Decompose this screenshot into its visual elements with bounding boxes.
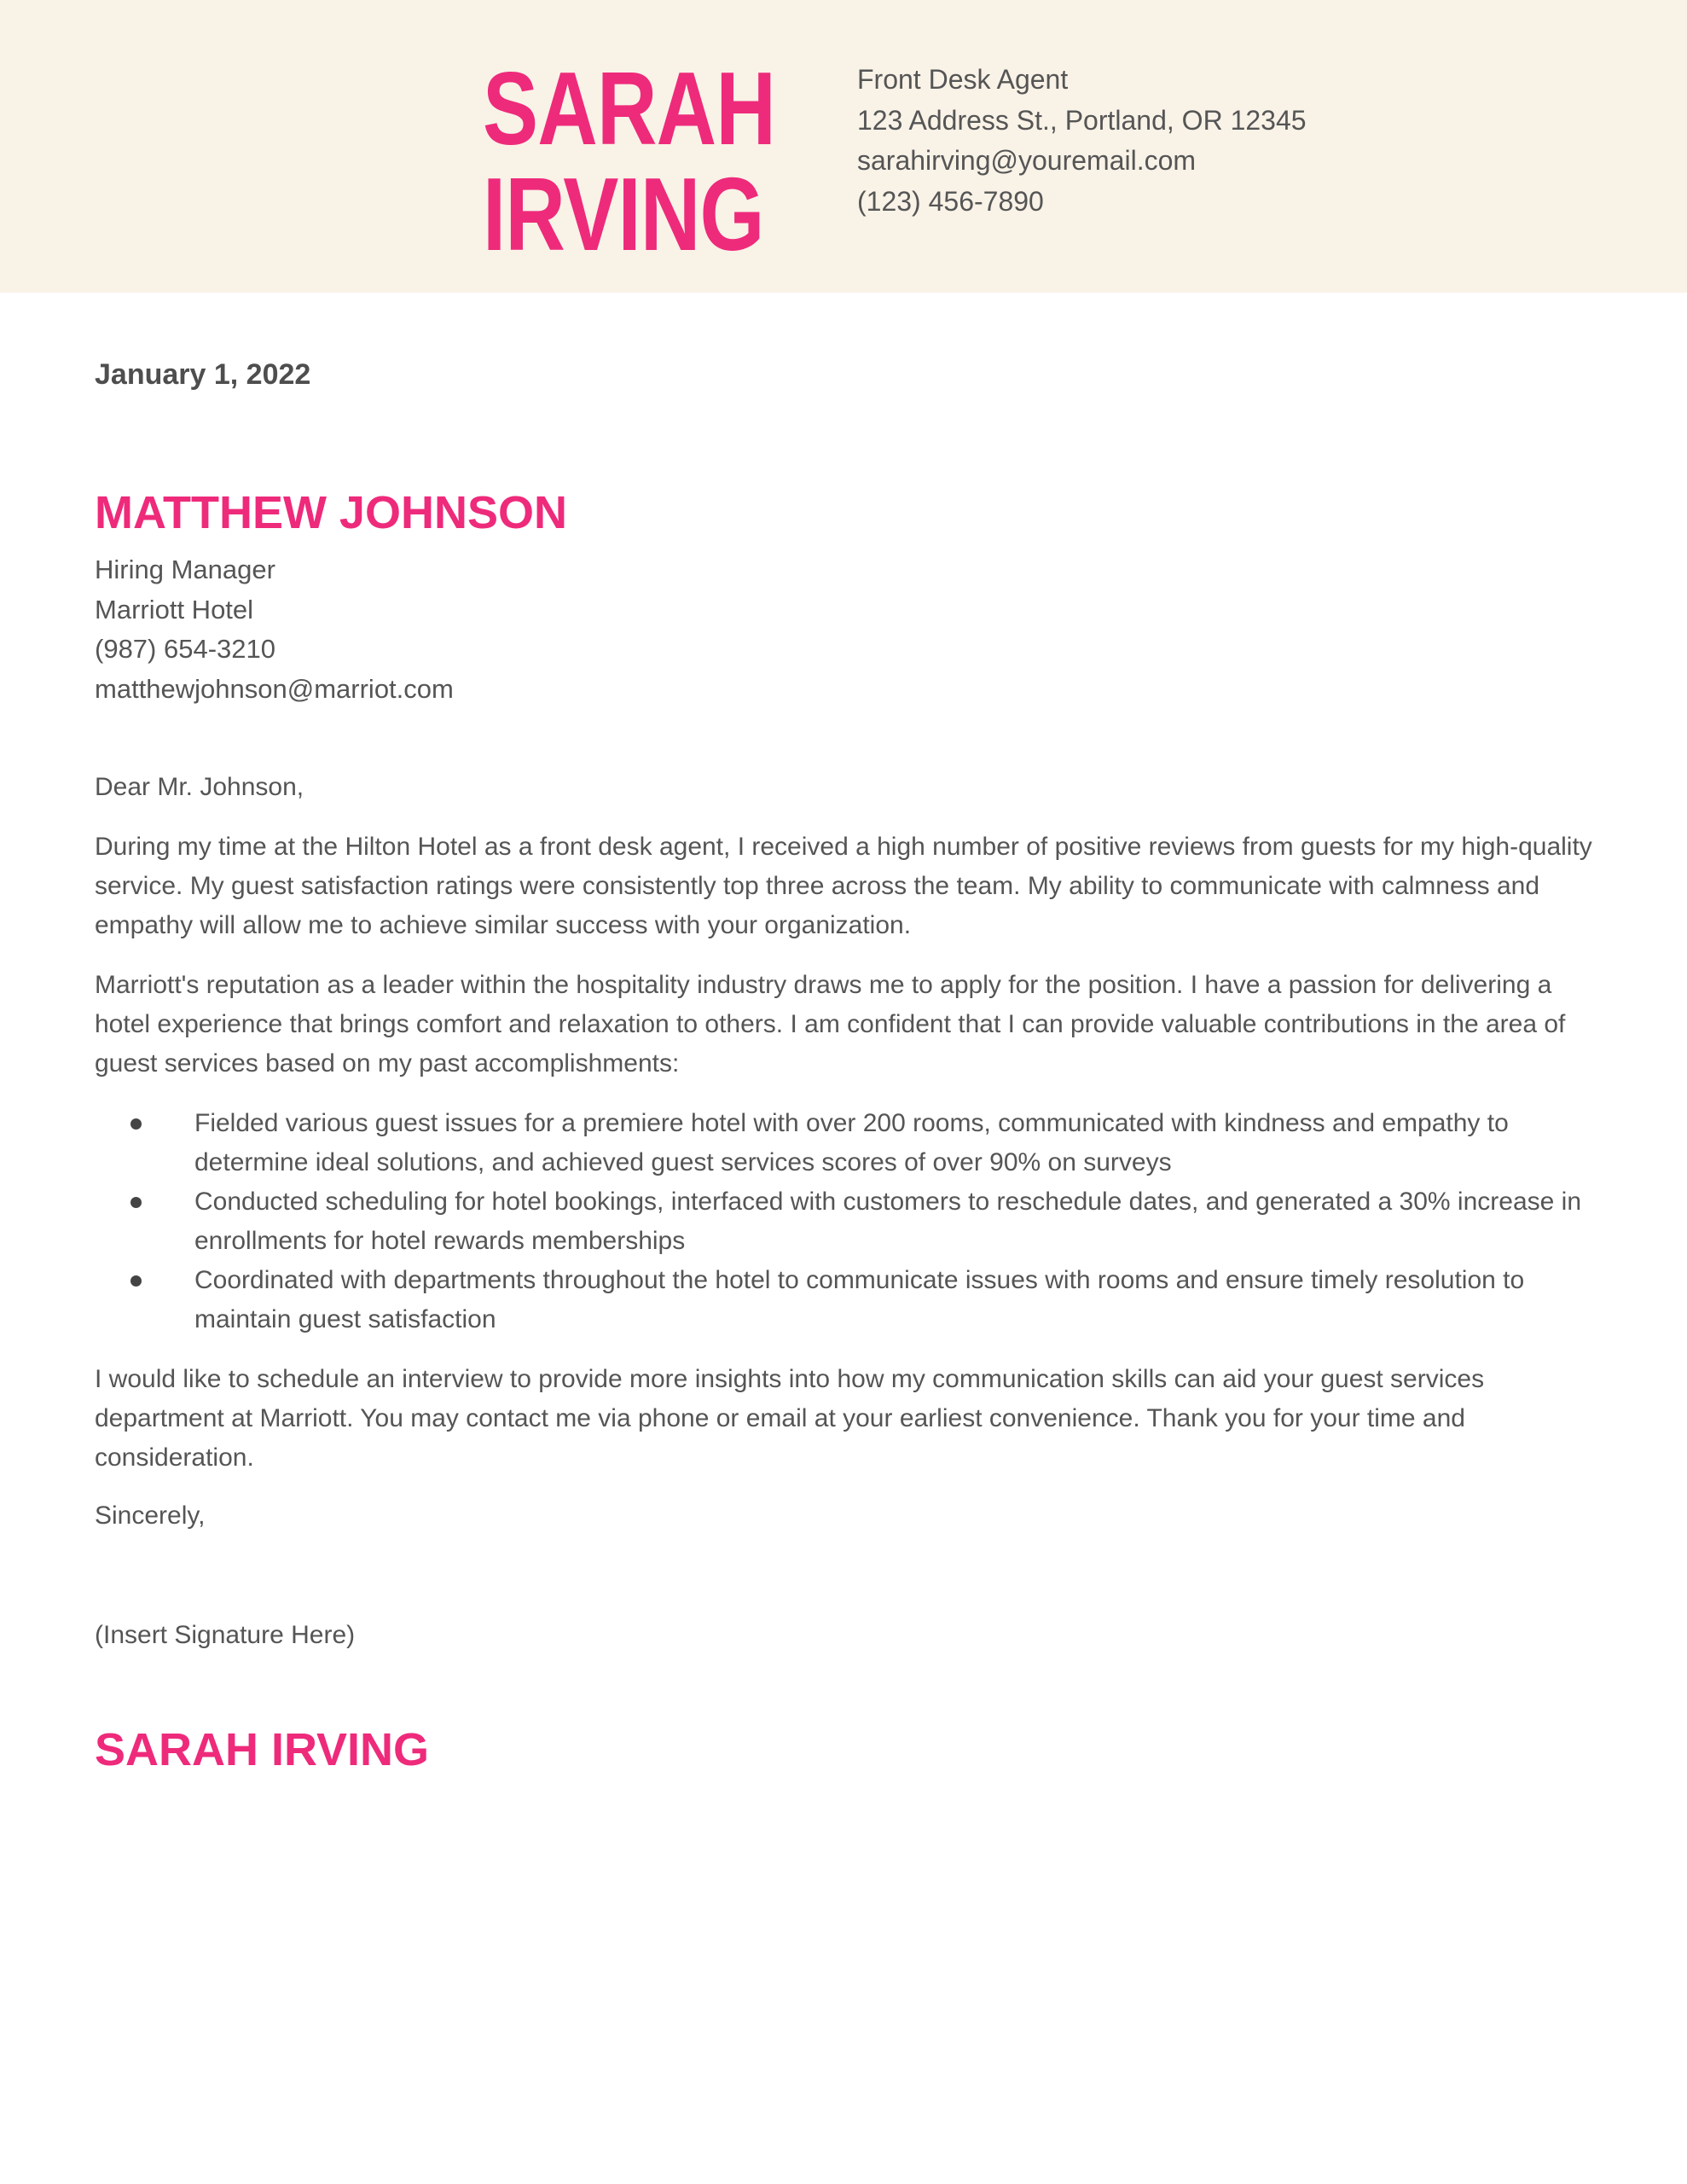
bullet-icon — [130, 1197, 142, 1208]
recipient-title: Hiring Manager — [95, 555, 275, 584]
list-item-text: Coordinated with departments throughout the hotel to communicate issues with rooms and ensure timely resolution to maintain guest satisfaction — [194, 1266, 1525, 1333]
recipient-company: Marriott Hotel — [95, 594, 254, 624]
paragraph-1: During my time at the Hilton Hotel as a front desk agent, I received a high number of positive reviews from guests for my high-quality service. My guest satisfaction ratings were consistently top three across the team. My ability to communicate with calmness and empathy will allow me to achieve similar success with your organization. — [95, 833, 1592, 939]
paragraph-3: I would like to schedule an interview to provide more insights into how my communication skills can aid your guest services department at Marriott. You may contact me via phone or email at your earliest convenience. Thank you for your time and consideration. — [95, 1365, 1485, 1472]
paragraph-2: Marriott's reputation as a leader within the hospitality industry draws me to apply for the position. I have a passion for delivering a hotel experience that brings comfort and relaxation to others. I am confident that I can provide valuable contributions in the area of guest services based on my past accomplishments: — [95, 971, 1566, 1077]
closing-name: SARAH IRVING — [95, 1724, 430, 1775]
letter-date: January 1, 2022 — [95, 358, 311, 391]
sender-last-name: IRVING — [483, 156, 764, 272]
sender-address: 123 Address St., Portland, OR 12345 — [857, 104, 1307, 136]
signature-placeholder: (Insert Signature Here) — [95, 1621, 356, 1649]
sender-phone: (123) 456-7890 — [857, 185, 1044, 217]
list-item-text: Fielded various guest issues for a premiere hotel with over 200 rooms, communicated with kindness and empathy to determine ideal solutions, and achieved guest services scores of over 90% on surveys — [194, 1109, 1509, 1176]
recipient-details — [95, 550, 454, 709]
closing: Sincerely, — [95, 1502, 206, 1530]
recipient-email: matthewjohnson@marriot.com — [95, 673, 454, 704]
recipient-name: MATTHEW JOHNSON — [95, 487, 567, 538]
letter-body — [95, 768, 1604, 1498]
greeting: Dear Mr. Johnson, — [95, 773, 304, 801]
sender-first-name: SARAH — [483, 50, 776, 166]
sender-title: Front Desk Agent — [857, 64, 1069, 95]
recipient-phone: (987) 654-3210 — [95, 634, 275, 664]
letter-header — [0, 0, 1687, 293]
bullet-icon — [130, 1275, 142, 1287]
sender-email: sarahirving@youremail.com — [857, 145, 1197, 176]
sender-contact — [857, 60, 1307, 222]
list-item-text: Conducted scheduling for hotel bookings, interfaced with customers to reschedule dates, and generated a 30% increase in enrollments for hotel rewards memberships — [194, 1188, 1582, 1255]
bullet-icon — [130, 1118, 142, 1130]
accomplishments-list — [95, 1104, 1604, 1339]
list-item — [95, 1104, 1604, 1182]
list-item — [95, 1261, 1604, 1339]
list-item — [95, 1182, 1604, 1261]
